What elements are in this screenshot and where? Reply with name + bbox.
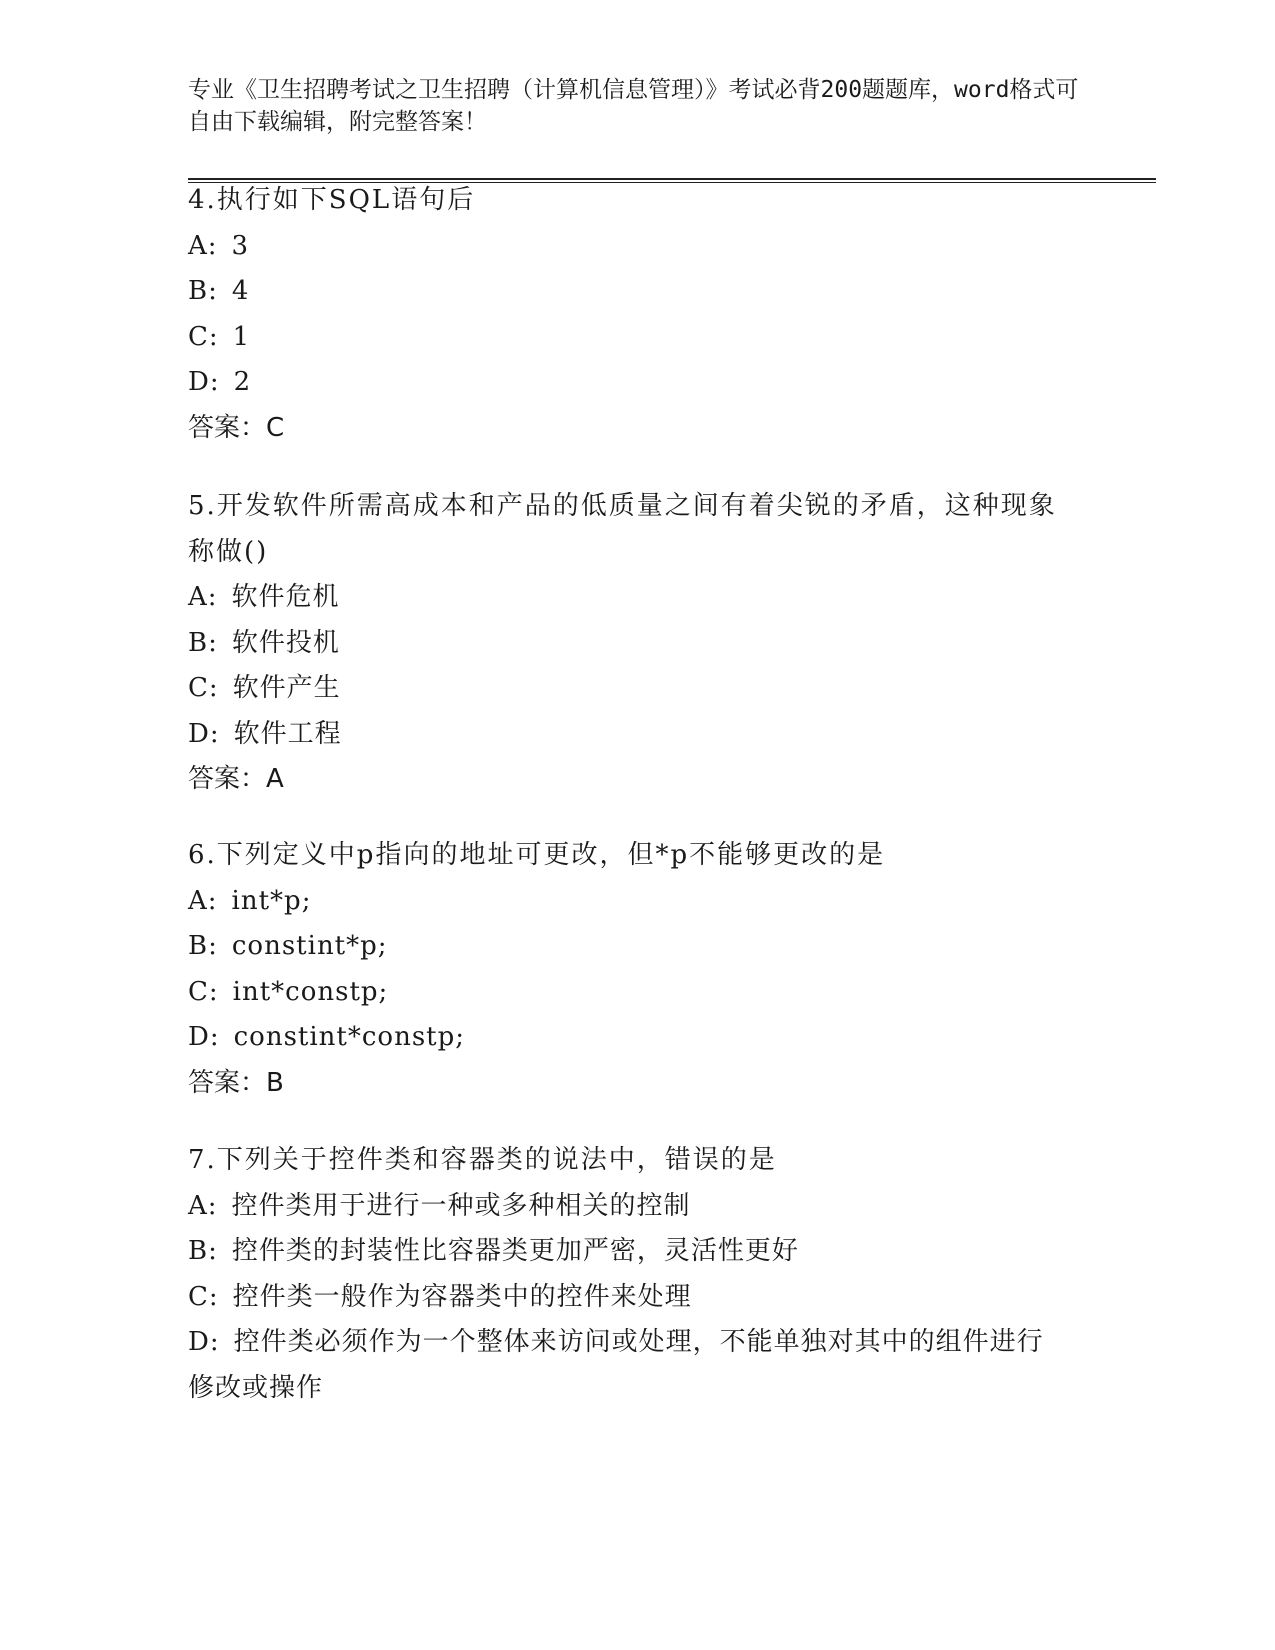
answer: 答案：A: [188, 764, 284, 794]
option-label: A:: [188, 230, 218, 261]
answer: 答案：C: [188, 412, 285, 443]
option-text: 软件投机: [231, 627, 340, 658]
option-d: [188, 1320, 1058, 1411]
question-5: [188, 484, 1088, 803]
question-4: [188, 178, 1088, 451]
option-text: constint*constp;: [233, 1022, 466, 1052]
option-label: D:: [188, 1327, 220, 1357]
option-label: A:: [188, 582, 218, 612]
option-text: 控件类必须作为一个整体来访问或处理，不能单独对其中的组件进行修改或操作: [188, 1327, 1044, 1403]
option-text: 控件类一般作为容器类中的控件来处理: [232, 1281, 692, 1312]
question-stem: 6.下列定义中p指向的地址可更改，但*p不能够更改的是: [188, 840, 886, 870]
option-label: B:: [188, 931, 218, 961]
option-a: [188, 1184, 1088, 1230]
option-text: 控件类用于进行一种或多种相关的控制: [231, 1190, 691, 1221]
question-stem: 7.下列关于控件类和容器类的说法中，错误的是: [188, 1145, 777, 1175]
option-label: C:: [188, 673, 219, 703]
option-text: 2: [233, 367, 252, 397]
option-text: int*p;: [231, 885, 312, 916]
option-label: C:: [188, 976, 219, 1007]
option-c: [188, 666, 1088, 712]
document-intro: 专业《卫生招聘考试之卫生招聘（计算机信息管理）》考试必背200题题库，word格式可自由下载编辑，附完整答案！: [188, 77, 1079, 135]
option-c: [188, 1275, 1088, 1321]
option-label: C:: [188, 1281, 219, 1312]
option-d: [188, 712, 1088, 758]
option-b: [188, 621, 1088, 667]
option-text: 3: [231, 230, 250, 261]
option-c: [188, 315, 1088, 361]
option-label: D:: [188, 1022, 220, 1052]
option-text: 控件类的封装性比容器类更加严密，灵活性更好: [231, 1236, 799, 1266]
option-label: C:: [188, 321, 219, 352]
option-b: [188, 924, 1088, 970]
question-6: [188, 833, 1088, 1106]
option-b: [188, 269, 1088, 315]
option-text: 软件产生: [232, 673, 341, 703]
option-label: A:: [188, 885, 218, 916]
option-a: [188, 879, 1088, 925]
option-text: 软件危机: [231, 582, 340, 612]
option-label: A:: [188, 1190, 218, 1221]
answer: 答案：B: [188, 1067, 284, 1098]
option-text: 1: [232, 321, 251, 352]
option-label: B:: [188, 627, 218, 658]
option-a: [188, 224, 1088, 270]
option-text: int*constp;: [232, 976, 389, 1007]
option-label: D:: [188, 367, 220, 397]
option-b: [188, 1229, 1088, 1275]
option-label: D:: [188, 718, 220, 749]
option-text: 4: [231, 276, 250, 306]
question-stem: 5.开发软件所需高成本和产品的低质量之间有着尖锐的矛盾，这种现象称做(): [188, 491, 1057, 567]
option-text: 软件工程: [233, 718, 342, 749]
option-d: [188, 1015, 1088, 1061]
option-a: [188, 575, 1088, 621]
question-7: [188, 1138, 1088, 1411]
option-d: [188, 360, 1088, 406]
option-label: B:: [188, 276, 218, 306]
option-text: constint*p;: [231, 931, 388, 961]
option-c: [188, 970, 1088, 1016]
option-label: B:: [188, 1236, 218, 1266]
question-stem: 4.执行如下SQL语句后: [188, 185, 476, 215]
